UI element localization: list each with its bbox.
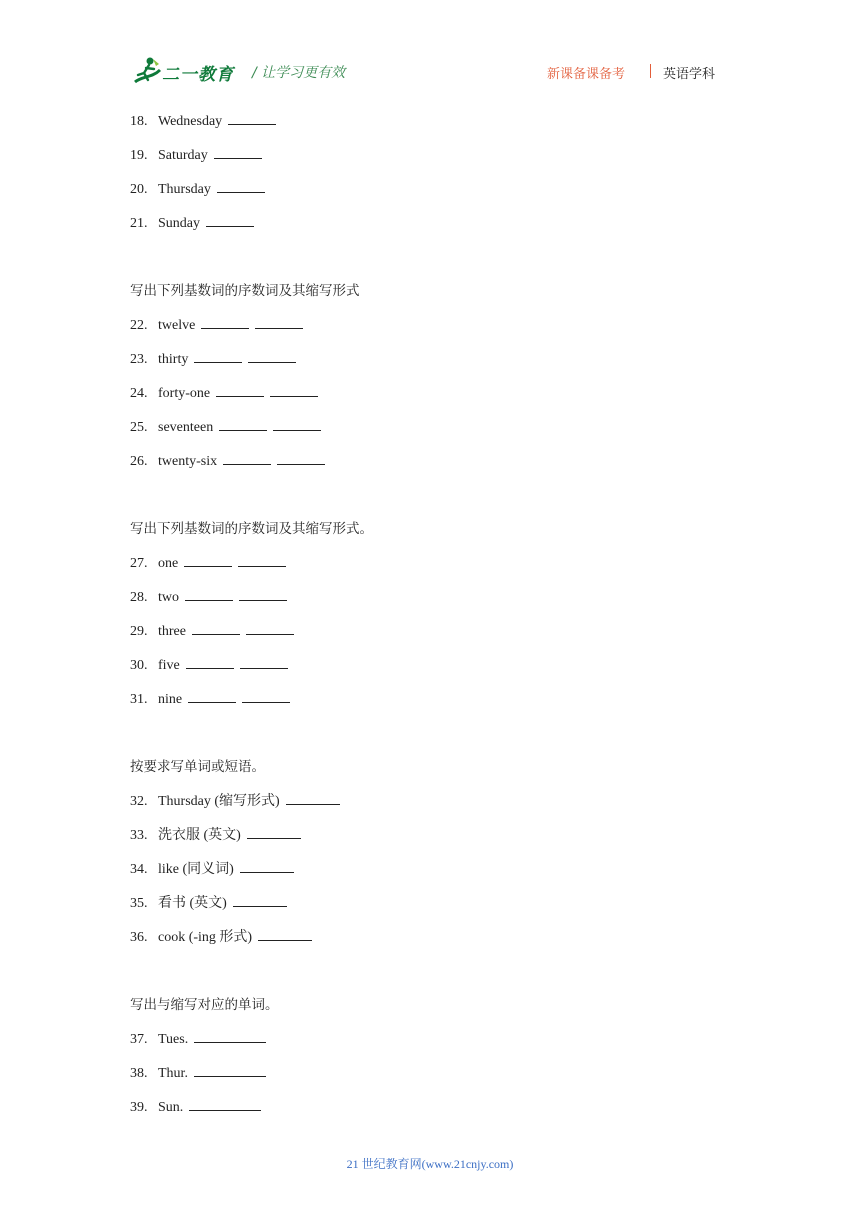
question-27: 27. one: [130, 553, 750, 587]
answer-blank[interactable]: [219, 417, 267, 431]
question-19: 19. Saturday: [130, 145, 750, 179]
answer-blank[interactable]: [246, 621, 294, 635]
question-23: 23. thirty: [130, 349, 750, 383]
question-text: twelve: [158, 318, 196, 333]
exercise-content: [130, 111, 750, 1131]
question-31: 31. nine: [130, 689, 750, 723]
answer-blank[interactable]: [270, 383, 318, 397]
answer-blank[interactable]: [201, 315, 249, 329]
answer-blank[interactable]: [240, 655, 288, 669]
question-text: one: [158, 556, 179, 571]
question-26: 26. twenty-six: [130, 451, 750, 485]
question-text: two: [158, 590, 179, 605]
header-divider: [650, 64, 651, 78]
question-text: seventeen: [158, 420, 214, 435]
page-footer: 21 世纪教育网(www.21cnjy.com): [346, 1157, 514, 1171]
question-21: 21. Sunday: [130, 213, 750, 247]
answer-blank[interactable]: [248, 349, 296, 363]
answer-blank[interactable]: [186, 655, 234, 669]
answer-blank[interactable]: [185, 587, 233, 601]
question-18: 18. Wednesday: [130, 111, 750, 145]
section-heading: 写出下列基数词的序数词及其缩写形式。: [130, 521, 373, 537]
answer-blank[interactable]: [192, 621, 240, 635]
question-32: 32. Thursday (缩写形式): [130, 791, 750, 825]
answer-blank[interactable]: [217, 179, 265, 193]
answer-blank[interactable]: [228, 111, 276, 125]
question-20: 20. Thursday: [130, 179, 750, 213]
question-34: 34. like (同义词): [130, 859, 750, 893]
question-text: Tues.: [158, 1032, 189, 1047]
question-37: 37. Tues.: [130, 1029, 750, 1063]
answer-blank[interactable]: [258, 927, 312, 941]
answer-blank[interactable]: [194, 1063, 266, 1077]
question-text: Sun.: [158, 1100, 184, 1115]
question-33: 33. 洗衣服 (英文): [130, 825, 750, 859]
section-heading: 写出与缩写对应的单词。: [130, 997, 279, 1013]
answer-blank[interactable]: [277, 451, 325, 465]
question-text: nine: [158, 692, 183, 707]
answer-blank[interactable]: [233, 893, 287, 907]
question-text: three: [158, 624, 186, 639]
logo-text: 二一教育: [162, 65, 234, 85]
question-text: Wednesday: [158, 114, 223, 129]
question-39: 39. Sun.: [130, 1097, 750, 1131]
question-22: 22. twelve: [130, 315, 750, 349]
answer-blank[interactable]: [189, 1097, 261, 1111]
question-30: 30. five: [130, 655, 750, 689]
answer-blank[interactable]: [247, 825, 301, 839]
question-25: 25. seventeen: [130, 417, 750, 451]
question-text: Saturday: [158, 148, 208, 163]
answer-blank[interactable]: [255, 315, 303, 329]
answer-blank[interactable]: [239, 587, 287, 601]
page-header: [0, 0, 860, 100]
question-text: thirty: [158, 352, 189, 367]
answer-blank[interactable]: [206, 213, 254, 227]
question-text: Thursday (缩写形式): [158, 794, 280, 809]
answer-blank[interactable]: [194, 349, 242, 363]
question-text: Thursday: [158, 182, 211, 197]
subject-label: 英语学科: [663, 67, 716, 82]
course-label: 新课备课备考: [547, 67, 626, 82]
section-heading: 按要求写单词或短语。: [130, 759, 265, 775]
question-38: 38. Thur.: [130, 1063, 750, 1097]
question-29: 29. three: [130, 621, 750, 655]
section-heading: 写出下列基数词的序数词及其缩写形式: [130, 283, 360, 299]
question-28: 28. two: [130, 587, 750, 621]
question-text: cook (-ing 形式): [158, 930, 253, 945]
answer-blank[interactable]: [223, 451, 271, 465]
question-36: 36. cook (-ing 形式): [130, 927, 750, 961]
answer-blank[interactable]: [273, 417, 321, 431]
answer-blank[interactable]: [286, 791, 340, 805]
question-text: 洗衣服 (英文): [158, 828, 241, 843]
answer-blank[interactable]: [216, 383, 264, 397]
question-text: Sunday: [158, 216, 200, 231]
logo: [132, 56, 242, 88]
question-text: Thur.: [158, 1066, 188, 1081]
answer-blank[interactable]: [214, 145, 262, 159]
answer-blank[interactable]: [188, 689, 236, 703]
slogan: / 让学习更有效: [252, 65, 346, 81]
answer-blank[interactable]: [242, 689, 290, 703]
question-text: five: [158, 658, 180, 673]
answer-blank[interactable]: [184, 553, 232, 567]
question-24: 24. forty-one: [130, 383, 750, 417]
question-text: forty-one: [158, 386, 211, 401]
question-text: 看书 (英文): [158, 896, 227, 911]
answer-blank[interactable]: [240, 859, 294, 873]
question-text: twenty-six: [158, 454, 218, 469]
answer-blank[interactable]: [238, 553, 286, 567]
question-35: 35. 看书 (英文): [130, 893, 750, 927]
question-text: like (同义词): [158, 862, 234, 877]
answer-blank[interactable]: [194, 1029, 266, 1043]
runner-logo-icon: [132, 56, 162, 86]
